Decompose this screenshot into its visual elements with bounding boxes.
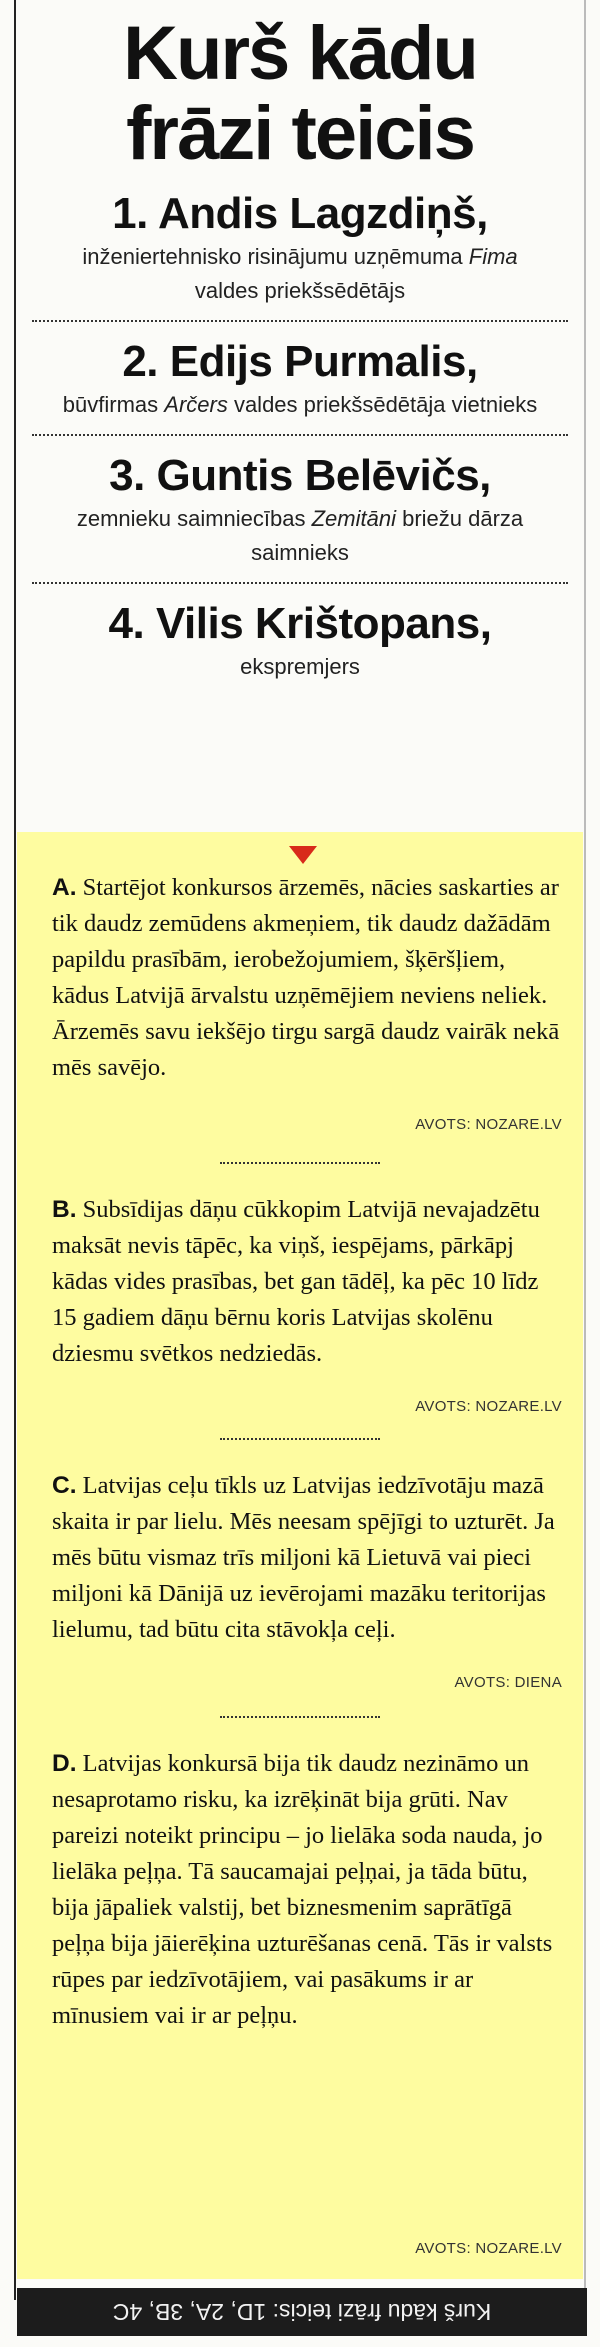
person-name: 3. Guntis Belēvičs, (109, 451, 491, 500)
role-text: briežu dārza saimnieks (251, 506, 524, 565)
header-section (16, 0, 584, 684)
person-3 (16, 450, 584, 570)
quote-text: Latvijas ceļu tīkls uz Latvijas iedzīvotāju mazā skaita ir par lielu. Mēs neesam spējīgi to uzturēt. Ja mēs būtu vismaz trīs miljoni kā Lietuvā vai pieci miljoni kā Dānijā uz ievērojami mazāku teritorijas lielumu, tad būtu cita stāvokļa ceļi. (52, 1472, 555, 1643)
role-text: valdes priekšsēdētājs (194, 278, 406, 303)
title-line-1: Kurš kādu (123, 11, 477, 96)
quote-a (52, 870, 562, 1086)
quote-text: Latvijas konkursā bija tik daudz nezināmo un nesaprotamo risku, ka izrēķināt bija grūti. Nav pareizi noteikt principu – jo lielāka soda nauda, jo lielāka peļņa. Tā saucamajai peļņai, ja tāda būtu, bija jāpaliek valstij, bet biznesmenim saprātīgā peļņa bija jāierēķina uzturēšanas cenā. Tās ir valsts rūpes par iedzīvotājiem, vai pasākums ir ar mīnusiem vai ir ar peļņu. (52, 1750, 553, 2029)
role-text: inženiertehnisko risinājumu uzņēmuma (82, 244, 469, 269)
person-name: 4. Vilis Krištopans, (108, 599, 492, 648)
quote-source: AVOTS: NOZARE.LV (415, 2240, 562, 2257)
person-name: 2. Edijs Purmalis, (122, 337, 478, 386)
person-2 (16, 336, 584, 422)
dotted-separator (32, 320, 568, 322)
dotted-separator (220, 1716, 380, 1718)
person-role (16, 240, 584, 308)
down-arrow-icon (289, 846, 317, 864)
person-name: 1. Andis Lagzdiņš, (112, 189, 488, 238)
role-text: būvfirmas (62, 392, 165, 417)
quote-d (52, 1746, 562, 2034)
person-4 (16, 598, 584, 684)
quote-letter: B. (52, 1196, 77, 1223)
quote-text: Subsīdijas dāņu cūkkopim Latvijā nevajadzētu maksāt nevis tāpēc, ka viņš, iespējams, pārkāpj kādas vides prasības, bet gan tādēļ, ka pēc 10 līdz 15 gadiem dāņu bērnu koris Latvijas skolēnu dziesmu svētkos nedziedās. (52, 1196, 540, 1367)
dotted-separator (220, 1162, 380, 1164)
dotted-separator (220, 1438, 380, 1440)
person-1 (16, 188, 584, 308)
quote-b (52, 1192, 562, 1372)
right-divider (584, 0, 586, 2300)
company-name: Arčers (164, 392, 228, 417)
quote-letter: A. (52, 874, 77, 901)
quote-source: AVOTS: NOZARE.LV (415, 1398, 562, 1415)
role-text: valdes priekšsēdētāja vietnieks (227, 392, 538, 417)
quote-source: AVOTS: DIENA (454, 1674, 562, 1691)
answer-bar (17, 2288, 587, 2336)
answer-text: Kurš kādu frāzi teicis: 1D, 2A, 3B, 4C (112, 2299, 492, 2325)
page-title (16, 11, 584, 176)
person-role (16, 650, 584, 684)
quote-letter: D. (52, 1750, 77, 1777)
role-text: zemnieku saimniecības (76, 506, 312, 531)
quote-text: Startējot konkursos ārzemēs, nācies saskarties ar tik daudz zemūdens akmeņiem, tik daudz dažādām papildu prasībām, ierobežojumiem, šķēršļiem, kādus Latvijā ārvalstu uzņēmējiem neviens neliek. Ārzemēs savu iekšējo tirgu sargā daudz vairāk nekā mēs savējo. (52, 874, 560, 1081)
dotted-separator (32, 582, 568, 584)
quote-c (52, 1468, 562, 1648)
quote-letter: C. (52, 1472, 77, 1499)
role-text: ekspremjers (240, 654, 360, 679)
company-name: Fima (468, 244, 518, 269)
title-line-2: frāzi teicis (126, 91, 474, 176)
company-name: Zemitāni (311, 506, 396, 531)
dotted-separator (32, 434, 568, 436)
quote-source: AVOTS: NOZARE.LV (415, 1116, 562, 1133)
person-role (16, 502, 584, 570)
person-role (16, 388, 584, 422)
